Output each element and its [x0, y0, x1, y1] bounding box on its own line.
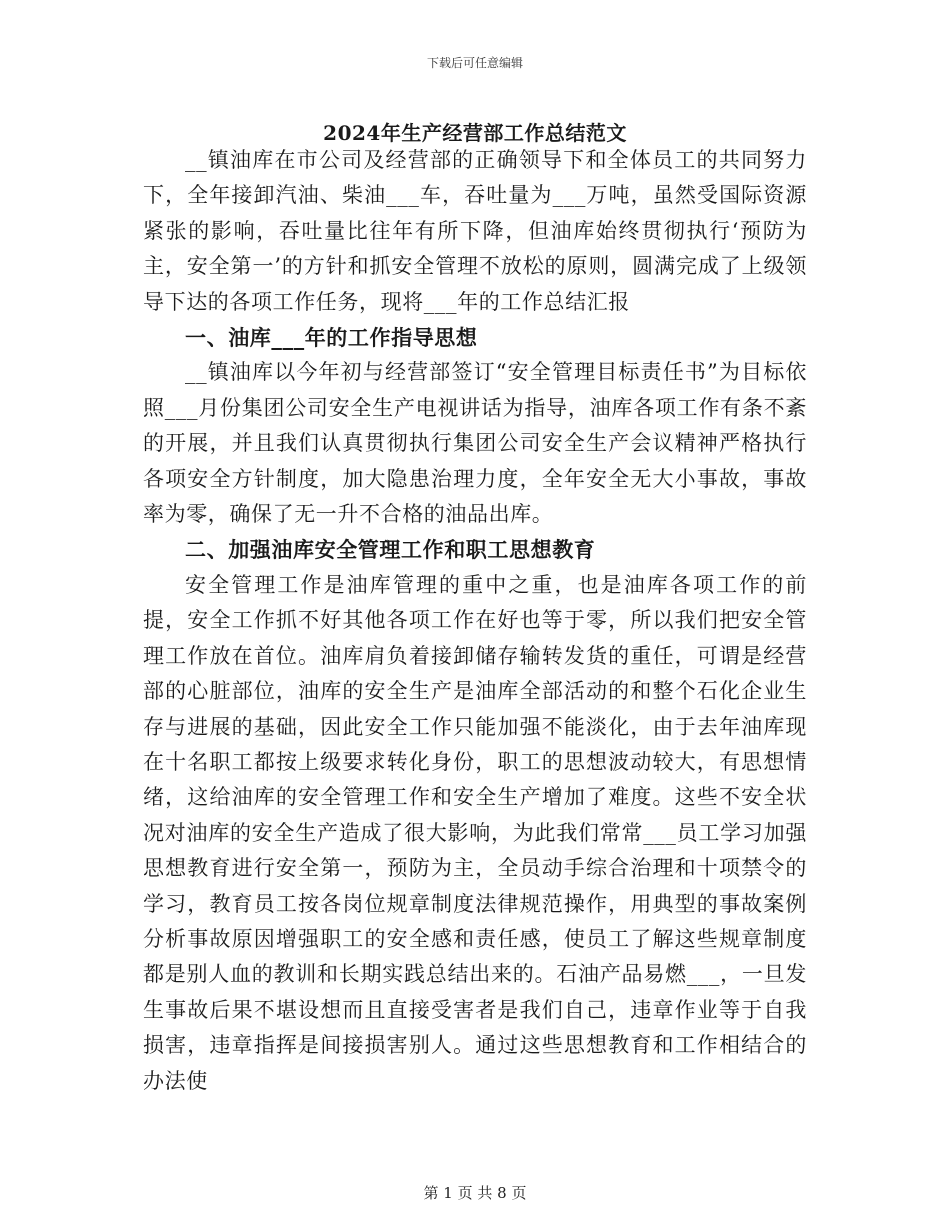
section-1-paragraph: __镇油库以今年初与经营部签订“安全管理目标责任书”为目标依照___月份集团公司安全生产电视讲话为指导，油库各项工作有条不紊的开展，并且我们认真贯彻执行集团公司安全生产会议精神严格执行各项安全方针制度，加大隐患治理力度，全年安全无大小事故，事故率为零，确保了无一升不合格的油品出库。	[143, 360, 807, 527]
section-heading-1: 一、油库___年的工作指导思想	[185, 325, 478, 351]
section-2-paragraph: 安全管理工作是油库管理的重中之重，也是油库各项工作的前提，安全工作抓不好其他各项工作在好也等于零，所以我们把安全管理工作放在首位。油库肩负着接卸储存输转发货的重任，可谓是经营部的心脏部位，油库的安全生产是油库全部活动的和整个石化企业生存与进展的基础，因此安全工作只能加强不能淡化，由于去年油库现在十名职工都按上级要求转化身份，职工的思想波动较大，有思想情绪，这给油库的安全管理工作和安全生产增加了难度。这些不安全状况对油库的安全生产造成了很大影响，为此我们常常___员工学习加强思想教育进行安全第一，预防为主，全员动手综合治理和十项禁令的学习，教育员工按各岗位规章制度法律规范操作，用典型的事故案例分析事故原因增强职工的安全感和责任感，使员工了解这些规章制度都是别人血的教训和长期实践总结出来的。石油产品易燃___，一旦发生事故后果不堪设想而且直接受害者是我们自己，违章作业等于自我损害，违章指挥是间接损害别人。通过这些思想教育和工作相结合的办法使	[143, 572, 807, 1093]
header-note: 下载后可任意编辑	[426, 56, 523, 70]
intro-paragraph: __镇油库在市公司及经营部的正确领导下和全体员工的共同努力下，全年接卸汽油、柴油___车，吞吐量为___万吨，虽然受国际资源紧张的影响，吞吐量比往年有所下降，但油库始终贯彻执行‘预防为主，安全第一’的方针和抓安全管理不放松的原则，圆满完成了上级领导下达的各项工作任务，现将___年的工作总结汇报	[143, 148, 807, 314]
section-heading-2: 二、加强油库安全管理工作和职工思想教育	[185, 537, 596, 563]
page-number-footer: 第 1 页 共 8 页	[423, 1184, 527, 1202]
document-body	[143, 143, 807, 1099]
document-title: 2024年生产经营部工作总结范文	[323, 121, 627, 145]
